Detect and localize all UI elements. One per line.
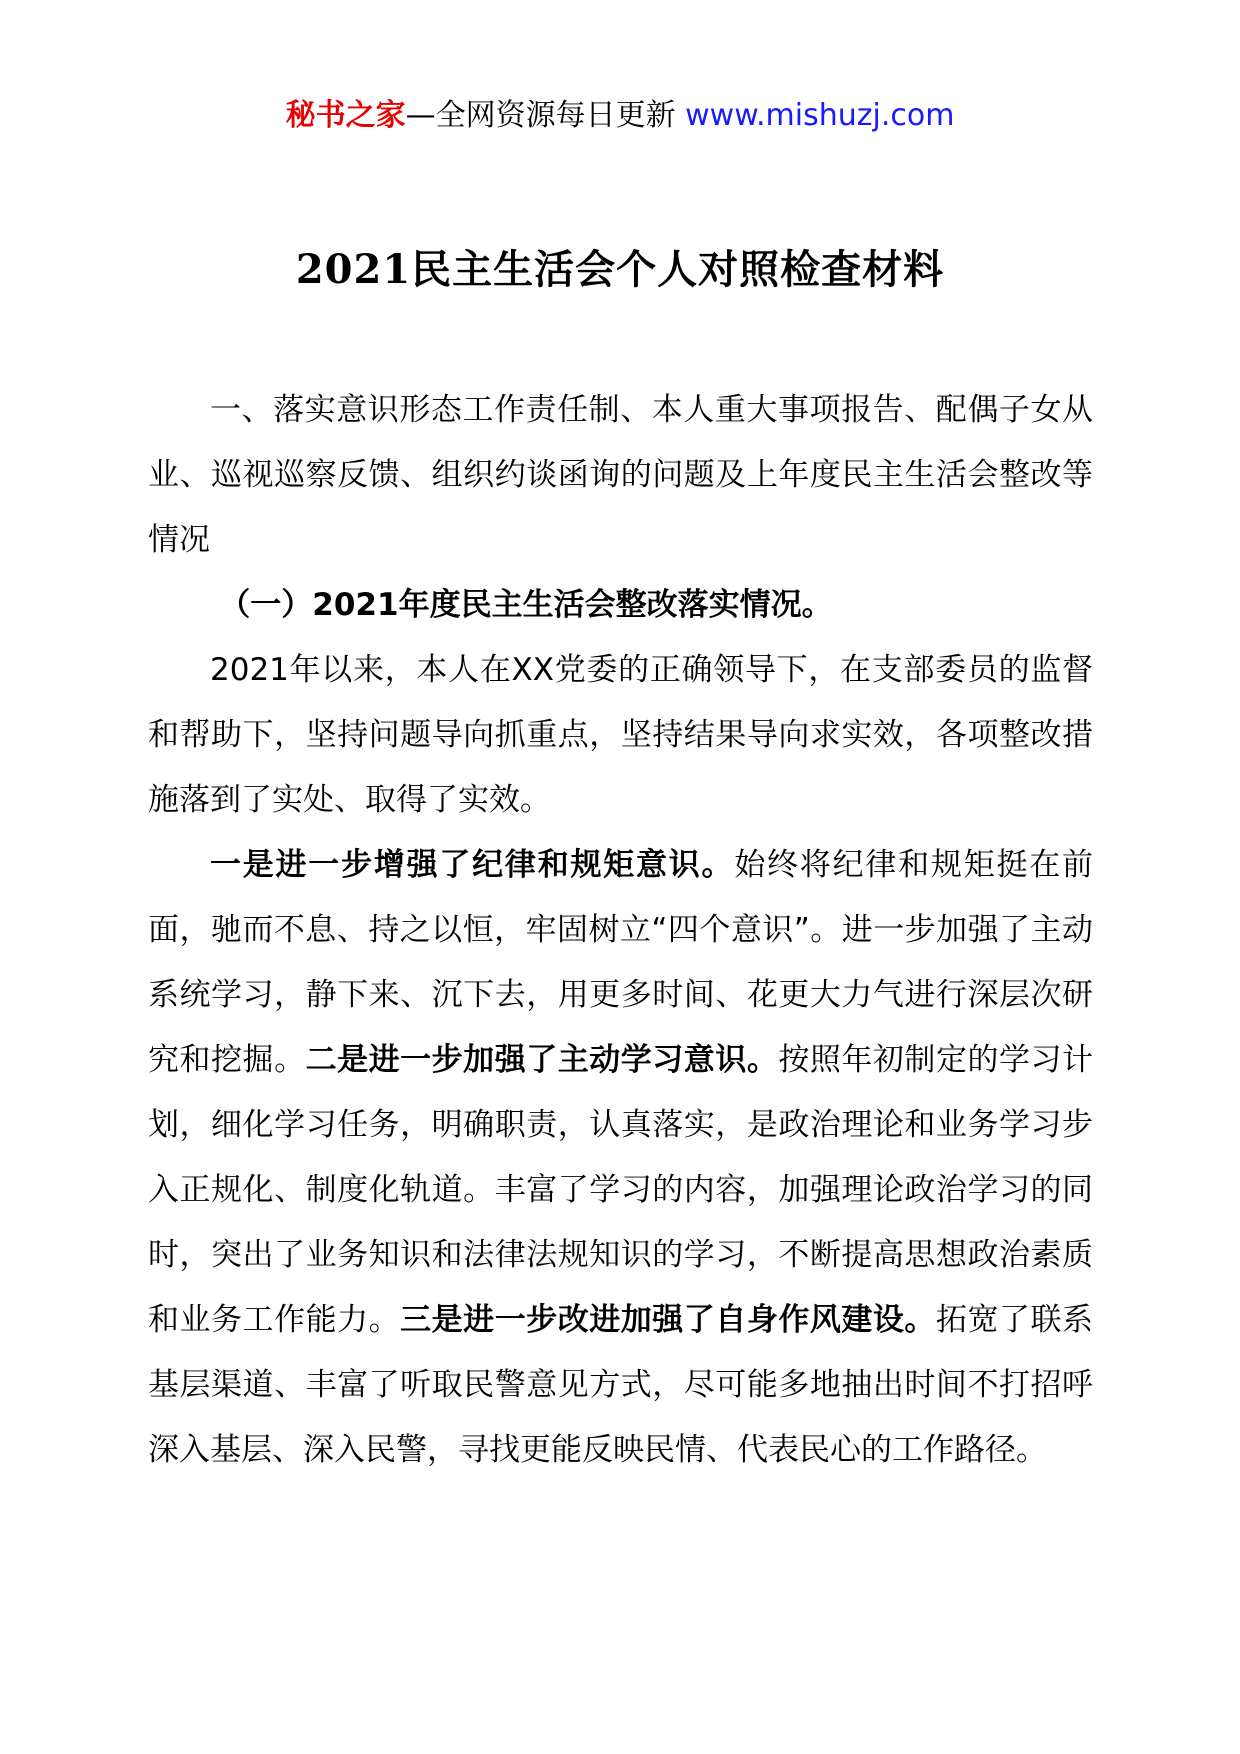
paragraph-measures: [148, 833, 1093, 1483]
header-tagline: —全网资源每日更新: [405, 98, 686, 133]
point-two-heading: 二是进一步加强了主动学习意识。: [305, 1042, 779, 1078]
point-one-heading: 一是进一步增强了纪律和规矩意识。: [210, 847, 735, 883]
point-three-text: 拓宽了联系基层渠道、丰富了听取民警意见方式，尽可能多地抽出时间不打招呼深入基层、深入民警，寻找更能反映民情、代表民心的工作路径。: [148, 1302, 1094, 1468]
paragraph-intro: 2021年以来，本人在XX党委的正确领导下，在支部委员的监督和帮助下，坚持问题导向抓重点，坚持结果导向求实效，各项整改措施落到了实处、取得了实效。: [148, 652, 1093, 818]
section-heading: 一、落实意识形态工作责任制、本人重大事项报告、配偶子女从业、巡视巡察反馈、组织约谈函询的问题及上年度民主生活会整改等情况: [148, 392, 1093, 558]
point-one-text: 始终将纪律和规矩挺在前面，驰而不息、持之以恒，牢固树立“四个意识”。进一步加强了主动系统学习，静下来、沉下去，用更多时间、花更大力气进行深层次研究和挖掘。: [148, 847, 1094, 1078]
header-url-link[interactable]: www.mishuzj.com: [685, 98, 955, 133]
subsection-heading: （一）2021年度民主生活会整改落实情况。: [219, 587, 833, 623]
brand-name: 秘书之家: [285, 98, 406, 133]
document-body: [148, 378, 1093, 1483]
point-three-heading: 三是进一步改进加强了自身作风建设。: [400, 1302, 936, 1338]
watermark-header: [0, 96, 1240, 136]
point-two-text: 按照年初制定的学习计划，细化学习任务，明确职责，认真落实，是政治理论和业务学习步入正规化、制度化轨道。丰富了学习的内容，加强理论政治学习的同时，突出了业务知识和法律法规知识的学习，不断提高思想政治素质和业务工作能力。: [148, 1042, 1094, 1338]
document-title: 2021民主生活会个人对照检查材料: [295, 246, 945, 293]
